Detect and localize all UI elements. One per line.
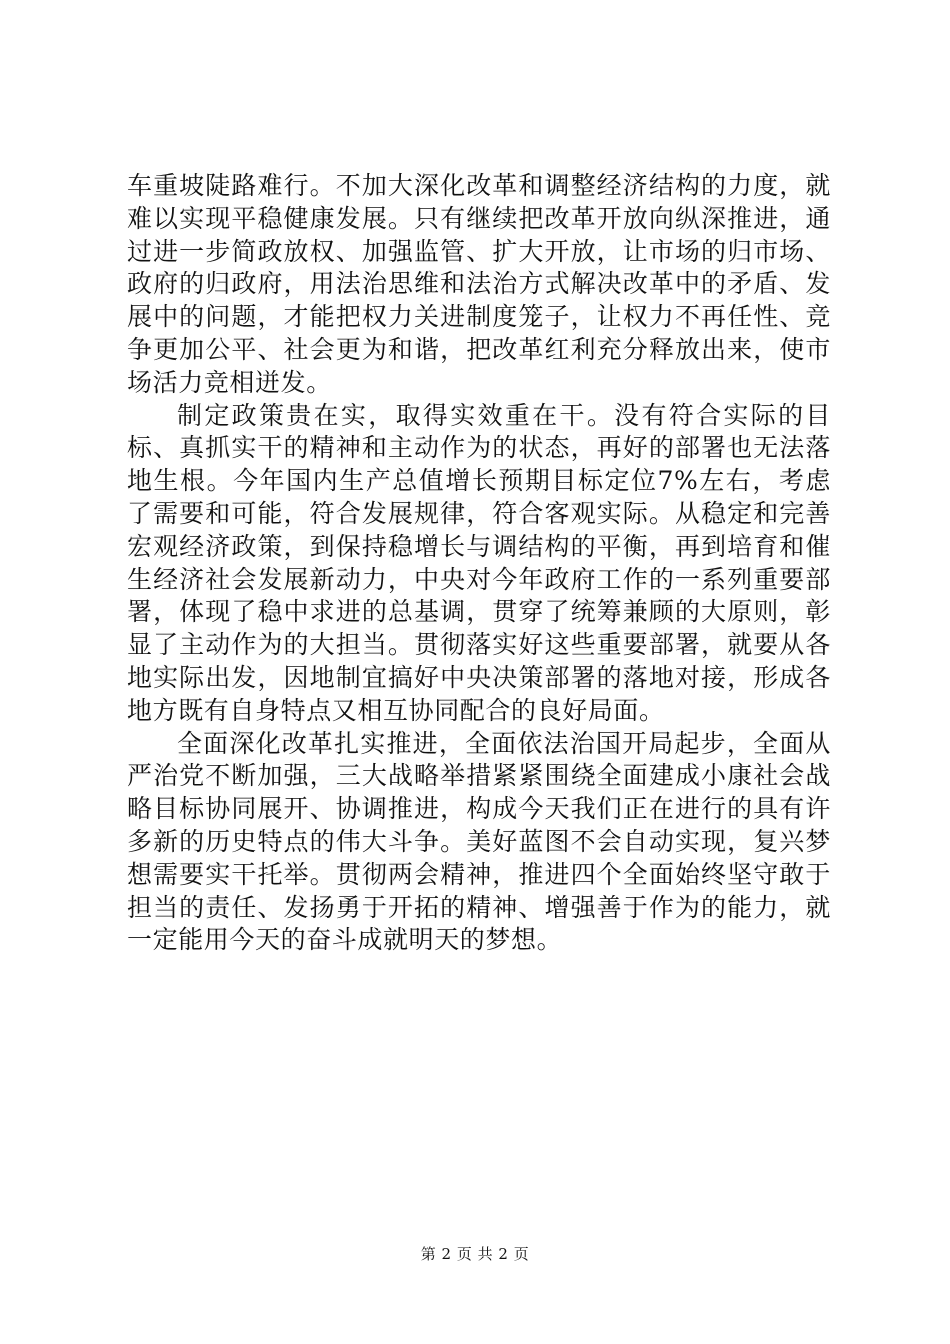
paragraph-policy: 制定政策贵在实，取得实效重在干。没有符合实际的目标、真抓实干的精神和主动作为的状态，再好的部署也无法落地生根。今年国内生产总值增长预期目标定位7%左右，考虑了需要和可能，符合发展规律，符合客观实际。从稳定和完善宏观经济政策，到保持稳增长与调结构的平衡，再到培育和催生经济社会发展新动力，中央对今年政府工作的一系列重要部署，体现了稳中求进的总基调，贯穿了统筹兼顾的大原则，彰显了主动作为的大担当。贯彻落实好这些重要部署，就要从各地实际出发，因地制宜搞好中央决策部署的落地对接，形成各地方既有自身特点又相互协同配合的良好局面。 xyxy=(127,400,831,725)
page-footer: 第 2 页 共 2 页 xyxy=(420,1245,530,1263)
document-body xyxy=(127,170,831,957)
paragraph-four-comprehensives: 全面深化改革扎实推进，全面依法治国开局起步，全面从严治党不断加强，三大战略举措紧紧围绕全面建成小康社会战略目标协同展开、协调推进，构成今天我们正在进行的具有许多新的历史特点的伟大斗争。美好蓝图不会自动实现，复兴梦想需要实干托举。贯彻两会精神，推进四个全面始终坚守敢于担当的责任、发扬勇于开拓的精神、增强善于作为的能力，就一定能用今天的奋斗成就明天的梦想。 xyxy=(127,728,831,955)
paragraph-continued: 车重坡陡路难行。不加大深化改革和调整经济结构的力度，就难以实现平稳健康发展。只有继续把改革开放向纵深推进，通过进一步简政放权、加强监管、扩大开放，让市场的归市场、政府的归政府，用法治思维和法治方式解决改革中的矛盾、发展中的问题，才能把权力关进制度笼子，让权力不再任性、竞争更加公平、社会更为和谐，把改革红利充分释放出来，使市场活力竞相迸发。 xyxy=(127,171,831,397)
